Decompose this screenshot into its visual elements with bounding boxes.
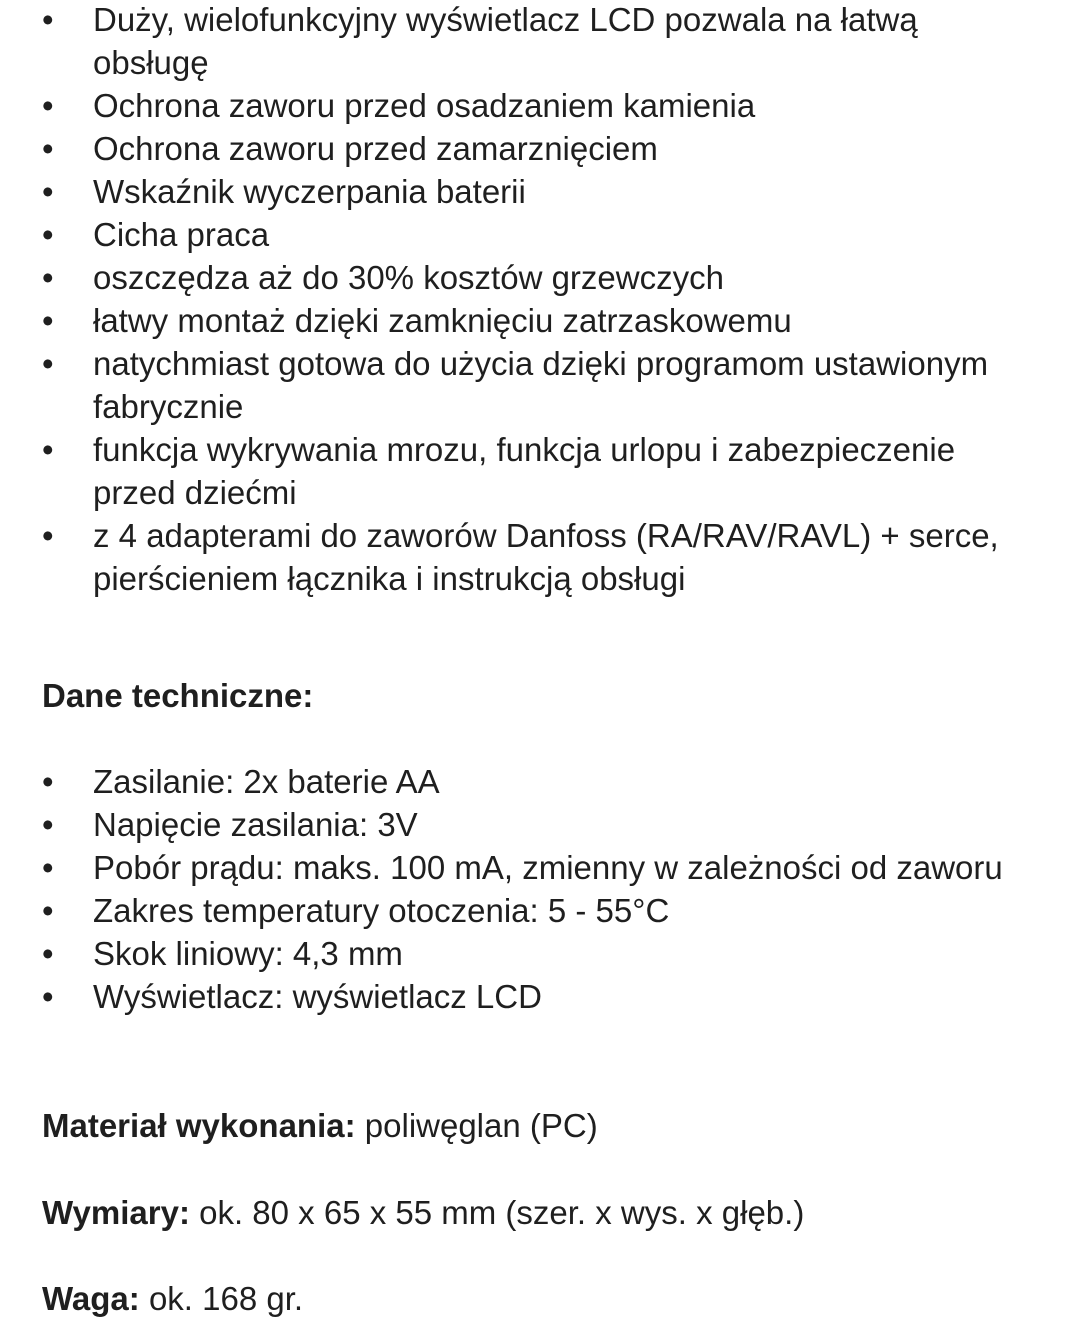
bullet-icon: • (42, 173, 54, 210)
features-list (42, 0, 1032, 600)
dimensions-value: ok. 80 x 65 x 55 mm (szer. x wys. x głęb.) (189, 1194, 805, 1231)
bullet-icon: • (42, 431, 54, 468)
material-line (42, 1104, 1042, 1147)
bullet-icon: • (42, 345, 54, 382)
bullet-icon: • (42, 130, 54, 167)
list-item (42, 170, 1032, 213)
bullet-icon: • (42, 87, 54, 124)
feature-text: Ochrona zaworu przed osadzaniem kamienia (93, 87, 756, 124)
tech-specs-heading: Dane techniczne: (42, 677, 314, 714)
spec-text: Zasilanie: 2x baterie AA (93, 763, 440, 800)
list-item (42, 342, 1032, 428)
bullet-icon: • (42, 302, 54, 339)
feature-text: Duży, wielofunkcyjny wyświetlacz LCD pozwala na łatwą obsługę (93, 1, 918, 81)
bullet-icon: • (42, 1, 54, 38)
spec-text: Napięcie zasilania: 3V (93, 806, 418, 843)
list-item (42, 213, 1032, 256)
weight-value: ok. 168 gr. (139, 1280, 304, 1317)
dimensions-label: Wymiary: (42, 1194, 190, 1231)
feature-text: z 4 adapterami do zaworów Danfoss (RA/RAV/RAVL) + serce, pierścieniem łącznika i instrukcją obsługi (93, 517, 999, 597)
spec-text: Wyświetlacz: wyświetlacz LCD (93, 978, 542, 1015)
material-value: poliwęglan (PC) (355, 1107, 598, 1144)
weight-line (42, 1277, 1042, 1320)
feature-text: Wskaźnik wyczerpania baterii (93, 173, 526, 210)
material-label: Materiał wykonania: (42, 1107, 356, 1144)
list-item (42, 932, 1032, 975)
feature-text: oszczędza aż do 30% kosztów grzewczych (93, 259, 724, 296)
tech-specs-list (42, 760, 1032, 1018)
feature-text: Ochrona zaworu przed zamarznięciem (93, 130, 658, 167)
list-item (42, 846, 1032, 889)
feature-text: funkcja wykrywania mrozu, funkcja urlopu i zabezpieczenie przed dziećmi (93, 431, 956, 511)
list-item (42, 0, 1032, 84)
list-item (42, 84, 1032, 127)
dimensions-line (42, 1191, 1042, 1234)
bullet-icon: • (42, 978, 54, 1015)
weight-label: Waga: (42, 1280, 140, 1317)
feature-text: łatwy montaż dzięki zamknięciu zatrzaskowemu (93, 302, 792, 339)
bullet-icon: • (42, 892, 54, 929)
bullet-icon: • (42, 849, 54, 886)
bullet-icon: • (42, 935, 54, 972)
list-item (42, 428, 1032, 514)
bullet-icon: • (42, 517, 54, 554)
feature-text: Cicha praca (93, 216, 270, 253)
spec-text: Pobór prądu: maks. 100 mA, zmienny w zależności od zaworu (93, 849, 1003, 886)
list-item (42, 975, 1032, 1018)
list-item (42, 127, 1032, 170)
list-item (42, 803, 1032, 846)
list-item (42, 299, 1032, 342)
list-item (42, 889, 1032, 932)
list-item (42, 256, 1032, 299)
bullet-icon: • (42, 763, 54, 800)
feature-text: natychmiast gotowa do użycia dzięki programom ustawionym fabrycznie (93, 345, 989, 425)
spec-text: Zakres temperatury otoczenia: 5 - 55°C (93, 892, 670, 929)
bullet-icon: • (42, 216, 54, 253)
list-item (42, 514, 1032, 600)
bullet-icon: • (42, 259, 54, 296)
list-item (42, 760, 1032, 803)
bullet-icon: • (42, 806, 54, 843)
spec-text: Skok liniowy: 4,3 mm (93, 935, 403, 972)
